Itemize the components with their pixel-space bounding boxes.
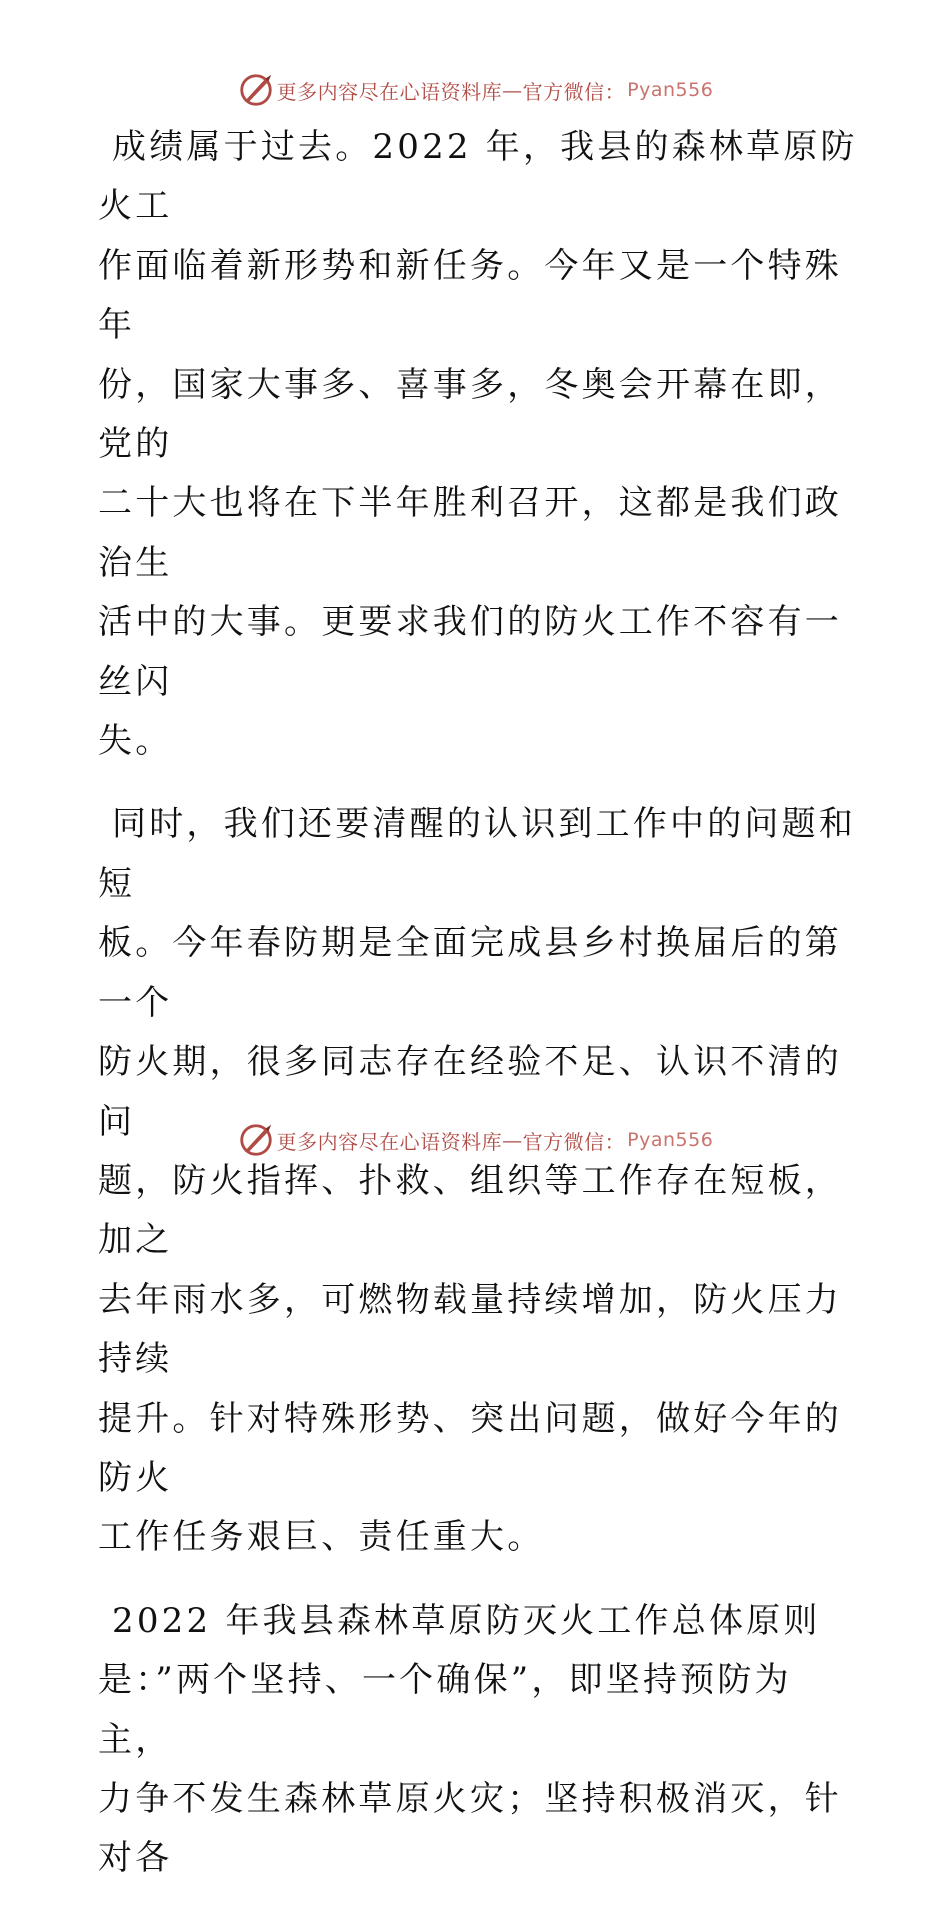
text-line: 同时，我们还要清醒的认识到工作中的问题和短 <box>98 804 857 904</box>
document-body <box>98 118 858 1913</box>
text-line: 失。 <box>98 721 173 762</box>
watermark-text: 更多内容尽在心语资料库 <box>276 79 503 104</box>
watermark-wechat-label: 官方微信： <box>522 1129 626 1154</box>
text-line: 防火期，很多同志存在经验不足、认识不清的问 <box>98 1042 842 1142</box>
text-line: 板。今年春防期是全面完成县乡村换届后的第一个 <box>98 923 842 1023</box>
watermark-text: 更多内容尽在心语资料库 <box>276 1129 503 1154</box>
watermark-separator: — <box>502 1128 523 1152</box>
text-line: 份，国家大事多、喜事多，冬奥会开幕在即，党的 <box>98 364 842 465</box>
header-watermark <box>0 70 950 110</box>
quill-logo-icon <box>237 71 275 109</box>
text-line: 题，防火指挥、扑救、组织等工作存在短板，加之 <box>98 1160 842 1261</box>
watermark-wechat-label: 官方微信： <box>522 79 626 104</box>
footer-watermark <box>0 1120 950 1160</box>
text-line: 2022 年我县森林草原防灭火工作总体原则 <box>98 1600 821 1641</box>
text-line: 是：”两个坚持、一个确保”，即坚持预防为主， <box>98 1660 792 1760</box>
paragraph <box>98 795 858 1567</box>
text-line: 作面临着新形势和新任务。今年又是一个特殊年 <box>98 245 842 346</box>
text-line: 活中的大事。更要求我们的防火工作不容有一丝闪 <box>98 602 842 702</box>
text-line: 去年雨水多，可燃物载量持续增加，防火压力持续 <box>98 1279 842 1380</box>
quill-logo-icon <box>237 1121 275 1159</box>
watermark-wechat-id: Pyan556 <box>627 1129 714 1151</box>
text-line: 提升。针对特殊形势、突出问题，做好今年的防火 <box>98 1398 842 1498</box>
text-line: 工作任务艰巨、责任重大。 <box>98 1517 545 1558</box>
watermark-separator: — <box>502 78 523 102</box>
text-line: 成绩属于过去。2022 年，我县的森林草原防火工 <box>98 127 858 227</box>
text-line: 二十大也将在下半年胜利召开，这都是我们政治生 <box>98 483 842 583</box>
paragraph <box>98 118 858 771</box>
watermark-wechat-id: Pyan556 <box>627 79 714 101</box>
paragraph <box>98 1592 858 1889</box>
text-line: 力争不发生森林草原火灾；坚持积极消灭，针对各 <box>98 1778 842 1879</box>
